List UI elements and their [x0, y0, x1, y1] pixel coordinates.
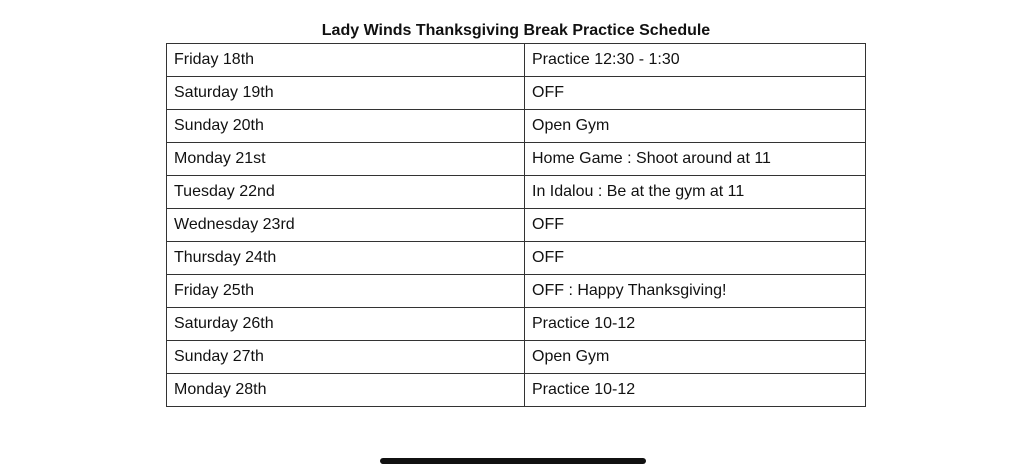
day-cell: Sunday 27th — [167, 341, 525, 374]
table-row — [167, 242, 866, 275]
schedule-table — [166, 43, 866, 407]
plan-cell: Open Gym — [525, 341, 866, 374]
day-cell: Sunday 20th — [167, 110, 525, 143]
day-cell: Wednesday 23rd — [167, 209, 525, 242]
document-title: Lady Winds Thanksgiving Break Practice Schedule — [321, 22, 711, 39]
plan-cell: OFF — [525, 242, 866, 275]
table-row — [167, 374, 866, 407]
day-cell: Friday 18th — [167, 44, 525, 77]
day-cell: Saturday 26th — [167, 308, 525, 341]
table-row — [167, 143, 866, 176]
plan-cell: Home Game : Shoot around at 11 — [525, 143, 866, 176]
table-row — [167, 275, 866, 308]
plan-cell: OFF — [525, 209, 866, 242]
table-row — [167, 341, 866, 374]
table-row — [167, 77, 866, 110]
day-cell: Monday 28th — [167, 374, 525, 407]
table-row — [167, 308, 866, 341]
table-row — [167, 110, 866, 143]
plan-cell: In Idalou : Be at the gym at 11 — [525, 176, 866, 209]
day-cell: Friday 25th — [167, 275, 525, 308]
plan-cell: Practice 10-12 — [525, 374, 866, 407]
day-cell: Monday 21st — [167, 143, 525, 176]
plan-cell: Practice 12:30 - 1:30 — [525, 44, 866, 77]
day-cell: Saturday 19th — [167, 77, 525, 110]
plan-cell: Open Gym — [525, 110, 866, 143]
day-cell: Thursday 24th — [167, 242, 525, 275]
plan-cell: OFF — [525, 77, 866, 110]
plan-cell: OFF : Happy Thanksgiving! — [525, 275, 866, 308]
plan-cell: Practice 10-12 — [525, 308, 866, 341]
table-row — [167, 209, 866, 242]
home-indicator-bar[interactable] — [380, 458, 646, 464]
table-row — [167, 44, 866, 77]
day-cell: Tuesday 22nd — [167, 176, 525, 209]
table-row — [167, 176, 866, 209]
